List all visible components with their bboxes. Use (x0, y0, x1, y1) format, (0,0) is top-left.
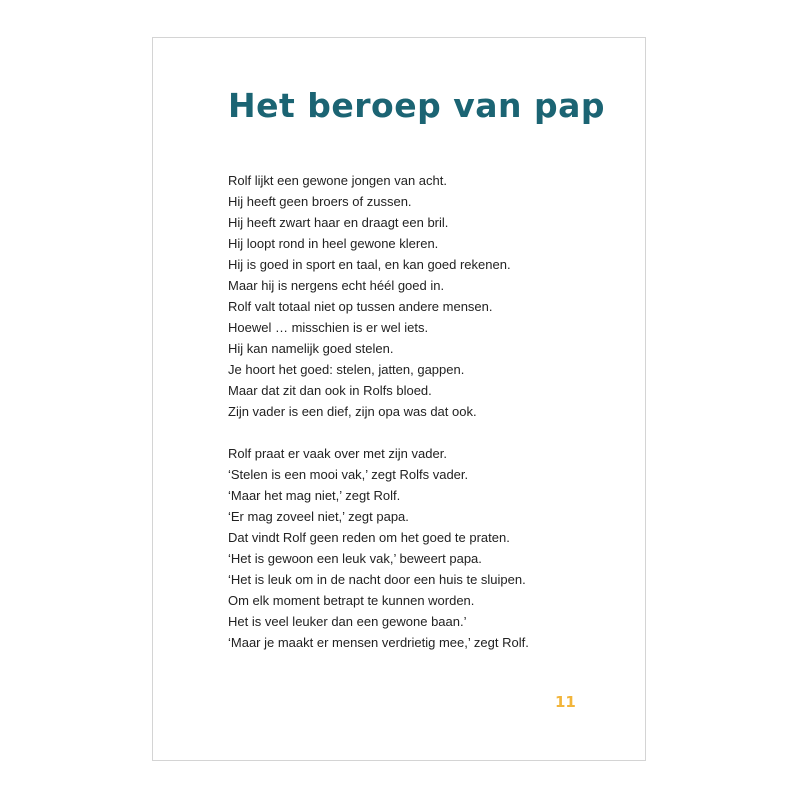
text-line: Rolf valt totaal niet op tussen andere mensen. (228, 299, 493, 314)
text-line: Hij kan namelijk goed stelen. (228, 341, 394, 356)
text-line: Maar dat zit dan ook in Rolfs bloed. (228, 383, 432, 398)
text-line: Hij is goed in sport en taal, en kan goed rekenen. (228, 257, 511, 272)
text-line: Maar hij is nergens echt héél goed in. (228, 278, 445, 293)
page-number: 11 (555, 693, 576, 711)
text-line: Rolf lijkt een gewone jongen van acht. (228, 173, 447, 188)
text-line: Hoewel … misschien is er wel iets. (228, 320, 429, 335)
page-title: Het beroep van pap (228, 86, 605, 125)
text-line: ‘Maar het mag niet,’ zegt Rolf. (228, 488, 401, 503)
text-line: Je hoort het goed: stelen, jatten, gappen. (228, 362, 465, 377)
text-line: Zijn vader is een dief, zijn opa was dat ook. (228, 404, 477, 419)
stanza-1 (228, 170, 511, 422)
stanza-2 (228, 443, 529, 653)
text-line: ‘Stelen is een mooi vak,’ zegt Rolfs vader. (228, 467, 469, 482)
book-page (152, 37, 646, 761)
text-line: Rolf praat er vaak over met zijn vader. (228, 446, 447, 461)
text-line: Hij heeft zwart haar en draagt een bril. (228, 215, 449, 230)
text-line: ‘Er mag zoveel niet,’ zegt papa. (228, 509, 409, 524)
text-line: Het is veel leuker dan een gewone baan.’ (228, 614, 467, 629)
text-line: ‘Het is leuk om in de nacht door een huis te sluipen. (228, 572, 526, 587)
text-line: Om elk moment betrapt te kunnen worden. (228, 593, 475, 608)
text-line: ‘Maar je maakt er mensen verdrietig mee,’ zegt Rolf. (228, 635, 529, 650)
text-line: Hij loopt rond in heel gewone kleren. (228, 236, 439, 251)
text-line: Dat vindt Rolf geen reden om het goed te praten. (228, 530, 510, 545)
text-line: ‘Het is gewoon een leuk vak,’ beweert papa. (228, 551, 482, 566)
text-line: Hij heeft geen broers of zussen. (228, 194, 412, 209)
